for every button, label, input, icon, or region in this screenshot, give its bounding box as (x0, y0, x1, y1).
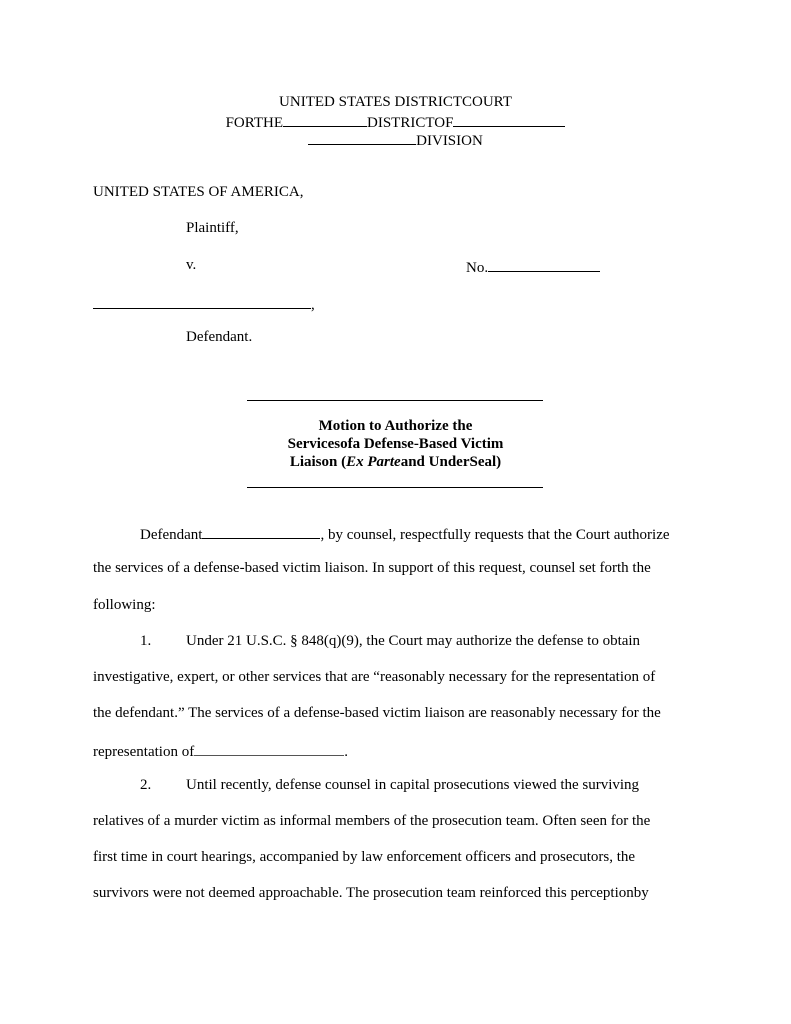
defendant-name-blank (93, 294, 311, 309)
title-rule-top (247, 400, 543, 401)
plaintiff-label: Plaintiff, (186, 220, 239, 236)
para1-line-2: investigative, expert, or other services that are “reasonably necessary for the representation of (93, 669, 656, 685)
representation-text: representation of (93, 744, 195, 760)
defendant-comma: , (311, 297, 315, 313)
district-of-label: DISTRICTOF (367, 115, 454, 131)
for-the-label: FORTHE (225, 115, 284, 131)
division-line (0, 130, 791, 150)
intro-line-3: following: (93, 597, 156, 613)
district-line (0, 112, 791, 132)
intro-line-1 (140, 524, 670, 544)
case-number-label: No. (466, 260, 489, 276)
division-label: DIVISION (416, 133, 483, 149)
division-blank (308, 130, 416, 145)
case-number (466, 257, 600, 277)
district-name-blank (453, 112, 565, 127)
motion-title-line2: Servicesofa Defense-Based Victim (287, 436, 504, 452)
defendant-blank (202, 524, 320, 539)
title-liaison-text: Liaison ( (289, 454, 347, 470)
intro-request-text: , by counsel, respectfully requests that the Court authorize (320, 527, 670, 543)
para1-line-1: Under 21 U.S.C. § 848(q)(9), the Court may authorize the defense to obtain (186, 633, 641, 649)
para2-number: 2. (140, 777, 152, 793)
intro-defendant-text: Defendant (140, 527, 203, 543)
motion-title-line1: Motion to Authorize the (318, 418, 473, 434)
para1-line-4 (93, 741, 348, 761)
plaintiff-name: UNITED STATES OF AMERICA, (93, 184, 304, 200)
representation-blank (194, 741, 344, 756)
motion-title-line3 (0, 454, 791, 471)
court-name: UNITED STATES DISTRICTCOURT (279, 94, 512, 110)
district-blank (283, 112, 367, 127)
defendant-name-line (93, 294, 315, 314)
para2-line-4: survivors were not deemed approachable. The prosecution team reinforced this perceptionby (93, 885, 649, 901)
title-under-seal: and UnderSeal) (400, 454, 502, 470)
para1-number: 1. (140, 633, 152, 649)
case-number-blank (488, 257, 600, 272)
intro-line-2: the services of a defense-based victim liaison. In support of this request, counsel set forth the (93, 560, 651, 576)
title-ex-parte: Ex Parte (346, 454, 401, 470)
title-rule-bottom (247, 487, 543, 488)
para2-line-1: Until recently, defense counsel in capital prosecutions viewed the surviving (186, 777, 640, 793)
defendant-label: Defendant. (186, 329, 253, 345)
para1-line-3: the defendant.” The services of a defense-based victim liaison are reasonably necessary for the (93, 705, 661, 721)
para2-line-3: first time in court hearings, accompanied by law enforcement officers and prosecutors, the (93, 849, 636, 865)
versus-label: v. (186, 257, 197, 273)
representation-period: . (344, 744, 348, 760)
para2-line-2: relatives of a murder victim as informal members of the prosecution team. Often seen for the (93, 813, 651, 829)
